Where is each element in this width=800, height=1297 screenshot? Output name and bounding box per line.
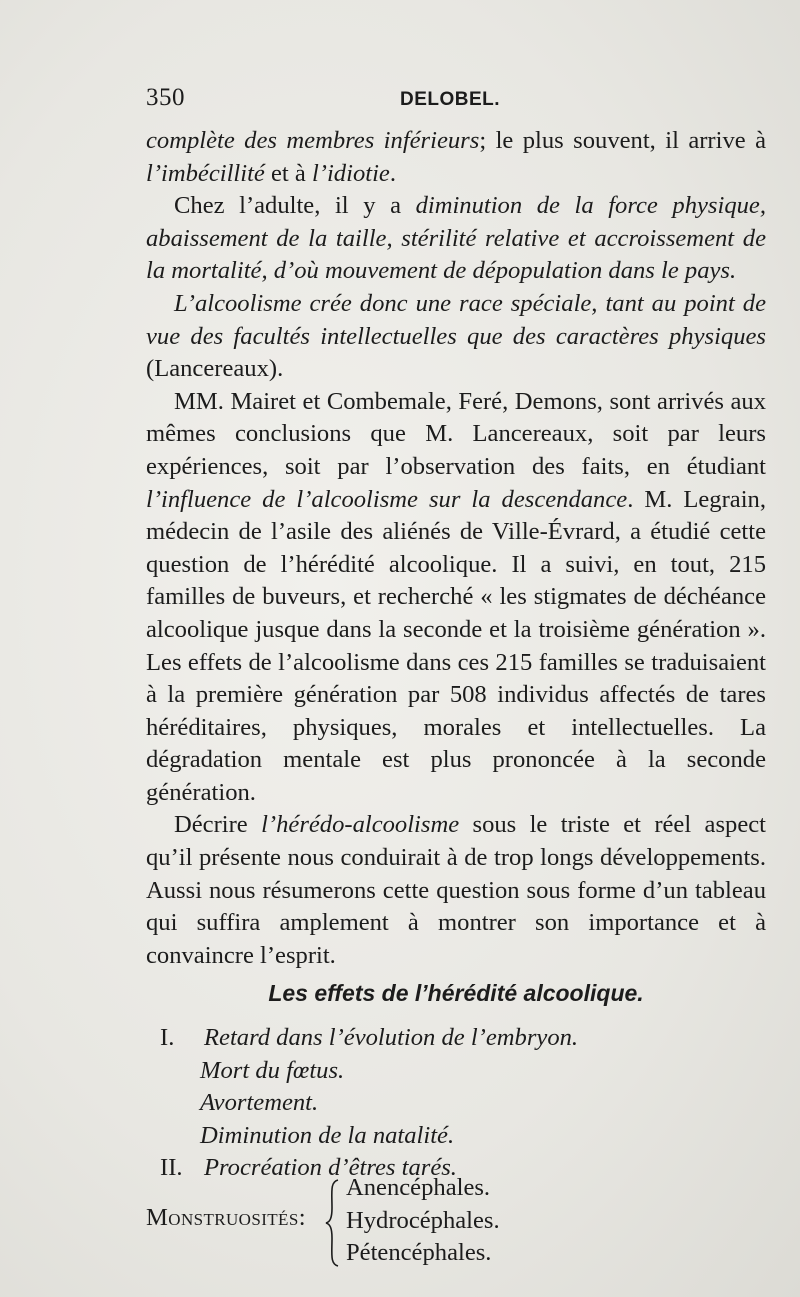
list-subitem-text: Avortement. xyxy=(200,1089,319,1117)
italic-run: complète des membres inférieurs xyxy=(146,127,480,154)
text-run: et à xyxy=(264,159,312,187)
paragraph xyxy=(146,809,766,972)
text-run: Chez l’adulte, il y a xyxy=(174,192,416,220)
italic-run: l’imbécillité xyxy=(146,159,265,187)
section-title: Les effets de l’hérédité alcoolique. xyxy=(268,980,644,1006)
paragraph xyxy=(146,386,766,810)
text-run: . xyxy=(389,159,396,187)
italic-run: diminution de la force physique, abaissement de la taille, stérilité relative et accroissement de la mortalité, d’où mouvement de dépopulation dans le pays. xyxy=(146,192,766,285)
monstruosite-item: Pétencéphales. xyxy=(346,1239,492,1267)
monstruosite-item: Anencéphales. xyxy=(346,1174,491,1201)
list-subitem-text: Diminution de la natalité. xyxy=(200,1121,455,1149)
page-number: 350 xyxy=(146,84,185,111)
monstruosites-label: Monstruosités: xyxy=(146,1204,306,1231)
effects-list xyxy=(146,1022,766,1185)
curly-brace xyxy=(324,1178,342,1268)
italic-run: l’influence de l’alcoolisme sur la descendance xyxy=(146,485,628,513)
list-item-title: Retard dans l’évolution de l’embryon. xyxy=(204,1024,579,1051)
italic-run: L’alcoolisme crée donc une race spéciale, tant au point de vue des facultés intellectuelles que des caractères physiques xyxy=(146,289,766,350)
italic-run: l’idiotie xyxy=(311,159,390,187)
text-run: Décrire xyxy=(174,811,262,839)
list-subitem xyxy=(146,1120,766,1153)
italic-run: l’hérédo-alcoolisme xyxy=(261,811,460,839)
list-item-title: Procréation d’êtres tarés. xyxy=(204,1154,457,1182)
list-item-1 xyxy=(146,1022,766,1055)
list-numeral: I. xyxy=(160,1024,175,1051)
monstruosites-items xyxy=(346,1172,500,1270)
list-numeral: II. xyxy=(160,1154,183,1182)
text-run: ; le plus souvent, il arrive à xyxy=(479,127,766,154)
monstruosite-item: Hydrocéphales. xyxy=(346,1206,500,1234)
paragraph xyxy=(146,125,766,190)
list-subitem xyxy=(146,1087,766,1120)
list-subitem xyxy=(146,1055,766,1088)
text-run: MM. Mairet et Combemale, Feré, Demons, sont arrivés aux mêmes conclusions que M. Lancereaux, soit par leurs expériences, soit par l’observation des faits, en étudiant xyxy=(146,387,766,480)
monstruosites-block xyxy=(146,1172,766,1272)
paragraph xyxy=(146,190,766,288)
body-text xyxy=(146,125,766,972)
text-run: sous le triste et réel aspect qu’il présente nous conduirait à de trop longs développements. Aussi nous résumerons cette question sous forme d’un tableau qui suffira amplement à montrer son importance et à convaincre l’esprit. xyxy=(146,811,766,969)
running-head: DELOBEL. xyxy=(400,89,501,110)
text-run: (Lancereaux). xyxy=(146,355,284,383)
page-header xyxy=(146,84,758,114)
list-subitem-text: Mort du fœtus. xyxy=(200,1056,345,1084)
text-run: . M. Legrain, médecin de l’asile des aliénés de Ville-Évrard, a étudié cette question de l’hérédité alcoolique. Il a suivi, en tout, 215 familles de buveurs, et recherché « les stigmates de déchéance alcoolique jusque dans la seconde et la troisième génération ». Les effets de l’alcoolisme dans ces 215 familles se traduisaient à la première génération par 508 individus affectés de tares héréditaires, physiques, morales et intellectuelles. La dégradation mentale est plus prononcée à la seconde génération. xyxy=(146,485,766,806)
paragraph xyxy=(146,288,766,386)
